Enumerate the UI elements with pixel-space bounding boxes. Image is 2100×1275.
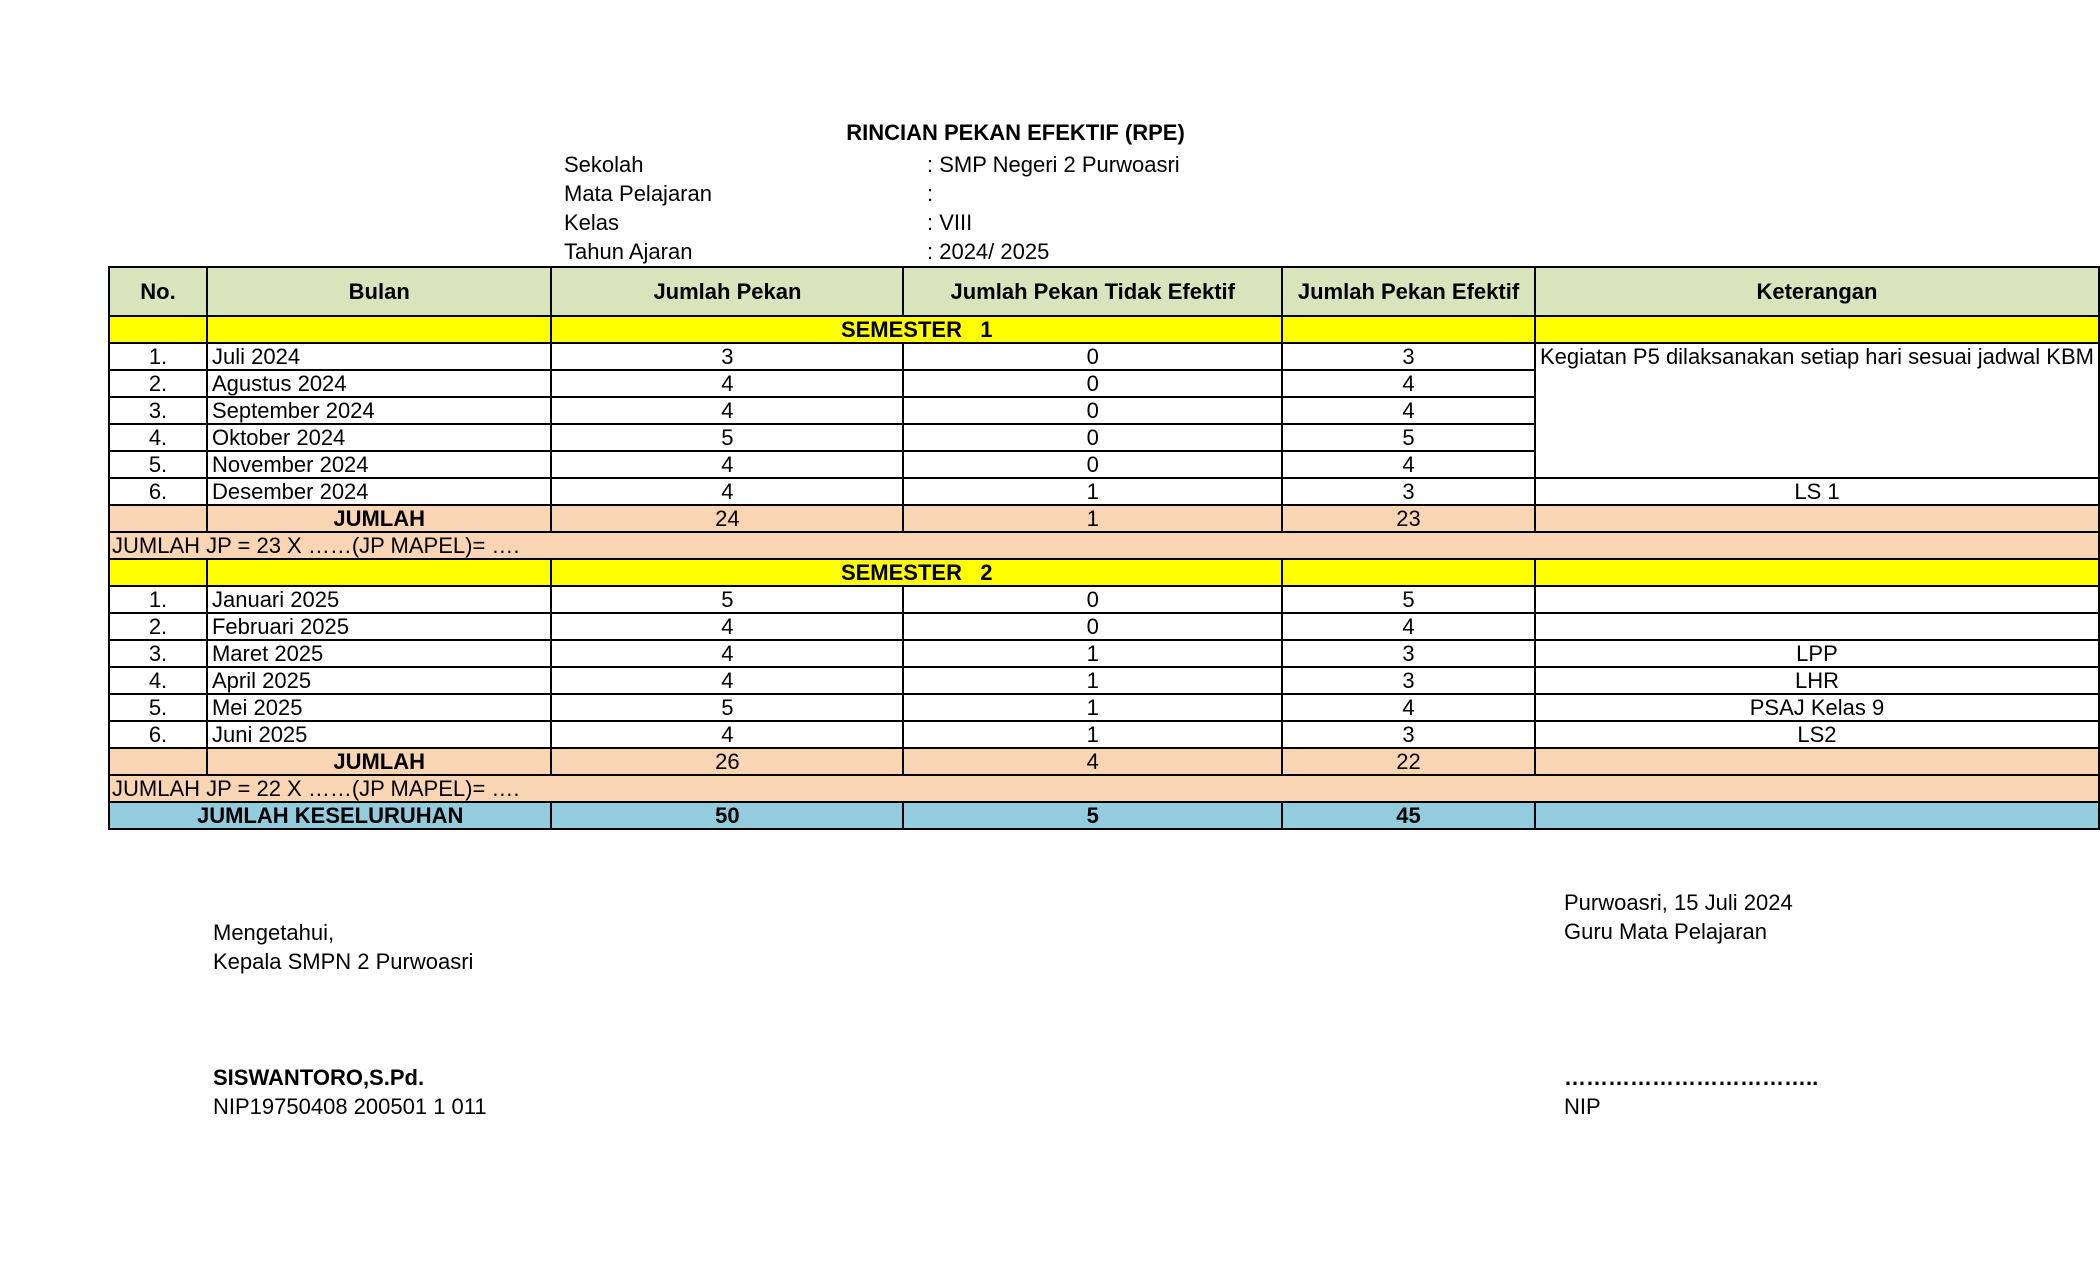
grand-total-label: JUMLAH KESELURUHAN: [109, 802, 551, 829]
semester-1-row: [109, 316, 2099, 343]
semester-2-row: [109, 559, 2099, 586]
table-row: 5. Mei 2025 5 1 4 PSAJ Kelas 9: [109, 694, 2099, 721]
keterangan-p5-note: Kegiatan P5 dilaksanakan setiap hari sesuai jadwal KBM: [1535, 343, 2099, 478]
teacher-name-placeholder: ……………………………..: [1564, 1065, 1819, 1090]
header-keterangan: Keterangan: [1535, 267, 2099, 316]
header-row: [109, 267, 2099, 316]
meta-subject: [564, 179, 1180, 208]
meta-school: [564, 150, 1180, 179]
meta-label: Mata Pelajaran: [564, 181, 712, 206]
table-row: 1. Juli 2024 3 0 3 Kegiatan P5 dilaksanakan setiap hari sesuai jadwal KBM: [109, 343, 2099, 370]
semester-1-jp-text: JUMLAH JP = 23 X ……(JP MAPEL)= ….: [109, 532, 2099, 559]
rpe-table: [108, 266, 2100, 830]
meta-value: : VIII: [927, 210, 973, 235]
signature-left-header: [213, 918, 473, 976]
meta-value: : 2024/ 2025: [927, 239, 1050, 264]
semester-1-label: SEMESTER 1: [551, 316, 1282, 343]
teacher-nip: NIP: [1564, 1094, 1601, 1119]
meta-value: :: [927, 181, 934, 206]
header-jumlah-pekan: Jumlah Pekan: [551, 267, 903, 316]
principal-name: SISWANTORO,S.Pd.: [213, 1065, 425, 1090]
signature-right-footer: [1564, 1063, 1818, 1121]
table-row: 4. Oktober 2024 5 0 5: [109, 424, 2099, 451]
teacher-title: Guru Mata Pelajaran: [1564, 919, 1767, 944]
semester-1-jp-row: [109, 532, 2099, 559]
signature-right-header: [1564, 888, 1793, 946]
table-row: 2. Agustus 2024 4 0 4: [109, 370, 2099, 397]
place-date: Purwoasri, 15 Juli 2024: [1564, 890, 1793, 915]
header-efektif: Jumlah Pekan Efektif: [1282, 267, 1535, 316]
meta-year: [564, 237, 1180, 266]
header-tidak-efektif: Jumlah Pekan Tidak Efektif: [903, 267, 1282, 316]
semester-1-total-row: JUMLAH 24 1 23: [109, 505, 2099, 532]
meta-label: Kelas: [564, 210, 620, 235]
meta-class: [564, 208, 1180, 237]
table-row: 4. April 2025 4 1 3 LHR: [109, 667, 2099, 694]
principal-nip: NIP19750408 200501 1 011: [213, 1094, 487, 1119]
acknowledged-label: Mengetahui,: [213, 920, 335, 945]
document-title: RINCIAN PEKAN EFEKTIF (RPE): [846, 120, 1185, 145]
semester-2-jp-text: JUMLAH JP = 22 X ……(JP MAPEL)= ….: [109, 775, 2099, 802]
semester-2-label: SEMESTER 2: [551, 559, 1282, 586]
meta-label: Sekolah: [564, 152, 644, 177]
table-row: 3. September 2024 4 0 4: [109, 397, 2099, 424]
table-row: 3. Maret 2025 4 1 3 LPP: [109, 640, 2099, 667]
table-row: 6. Juni 2025 4 1 3 LS2: [109, 721, 2099, 748]
table-row: 1. Januari 2025 5 0 5: [109, 586, 2099, 613]
semester-2-jp-row: [109, 775, 2099, 802]
meta-label: Tahun Ajaran: [564, 239, 693, 264]
document-meta: [564, 150, 1180, 266]
signature-left-footer: [213, 1063, 487, 1121]
table-row: 6. Desember 2024 4 1 3 LS 1: [109, 478, 2099, 505]
header-no: No.: [109, 267, 207, 316]
principal-title: Kepala SMPN 2 Purwoasri: [213, 949, 474, 974]
semester-2-total-row: JUMLAH 26 4 22: [109, 748, 2099, 775]
table-row: 5. November 2024 4 0 4: [109, 451, 2099, 478]
meta-value: : SMP Negeri 2 Purwoasri: [927, 152, 1180, 177]
header-bulan: Bulan: [207, 267, 551, 316]
grand-total-row: JUMLAH KESELURUHAN 50 5 45: [109, 802, 2099, 829]
table-row: 2. Februari 2025 4 0 4: [109, 613, 2099, 640]
